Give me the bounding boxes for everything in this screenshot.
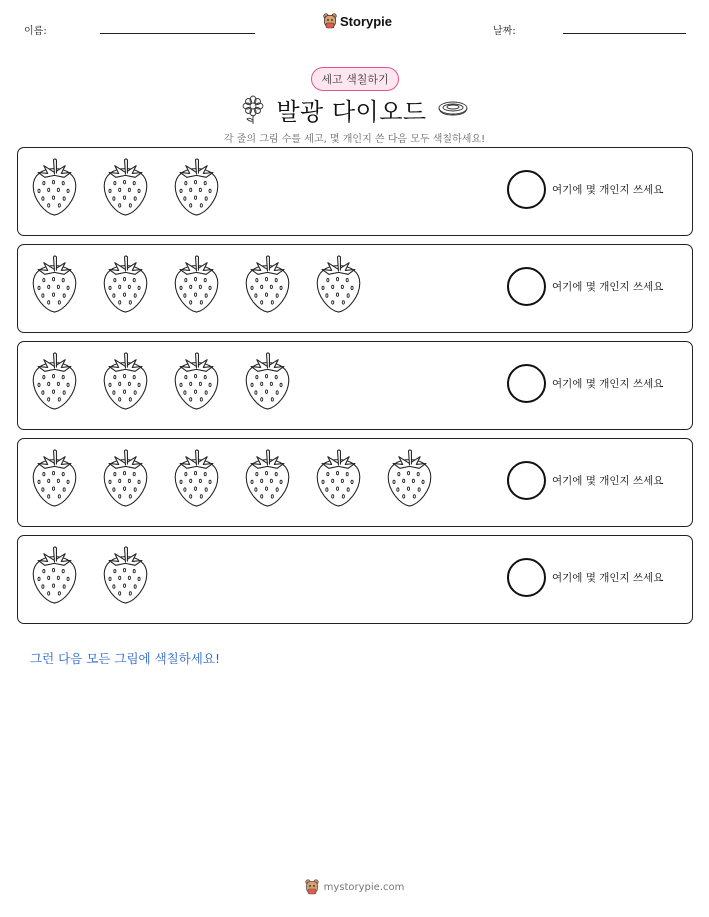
strawberry-icon <box>30 351 79 411</box>
strawberry-icon <box>243 254 292 314</box>
title-row <box>0 92 709 127</box>
fruit-group <box>30 448 434 508</box>
counting-row <box>17 438 693 527</box>
page-title: 발광 다이오드 <box>276 98 427 126</box>
answer-circle[interactable] <box>507 364 546 403</box>
led-dish-icon <box>437 99 469 121</box>
footer <box>0 879 709 895</box>
counting-row <box>17 535 693 624</box>
strawberry-icon <box>101 157 150 217</box>
strawberry-icon <box>314 448 363 508</box>
name-line <box>100 33 255 34</box>
coloring-instruction: 그런 다음 모든 그림에 색칠하세요! <box>30 651 220 666</box>
strawberry-icon <box>314 254 363 314</box>
fruit-group <box>30 157 221 217</box>
bear-mascot-icon <box>323 13 337 29</box>
storypie-logo <box>323 13 392 29</box>
bear-mascot-footer-icon <box>305 879 319 895</box>
footer-url: mystorypie.com <box>323 881 405 893</box>
counting-rows <box>17 147 693 632</box>
activity-badge: 세고 색칠하기 <box>311 67 399 91</box>
counting-row <box>17 341 693 430</box>
answer-circle[interactable] <box>507 461 546 500</box>
counting-row <box>17 147 693 236</box>
answer-label: 여기에 몇 개인지 쓰세요 <box>552 281 664 293</box>
strawberry-icon <box>243 448 292 508</box>
strawberry-icon <box>172 254 221 314</box>
counting-row <box>17 244 693 333</box>
fruit-group <box>30 254 363 314</box>
strawberry-icon <box>101 351 150 411</box>
date-line <box>563 33 686 34</box>
flower-icon <box>240 95 266 125</box>
strawberry-icon <box>101 448 150 508</box>
answer-label: 여기에 몇 개인지 쓰세요 <box>552 572 664 584</box>
worksheet-header <box>0 0 709 50</box>
fruit-group <box>30 545 150 605</box>
strawberry-icon <box>101 254 150 314</box>
strawberry-icon <box>385 448 434 508</box>
strawberry-icon <box>172 351 221 411</box>
answer-label: 여기에 몇 개인지 쓰세요 <box>552 184 664 196</box>
strawberry-icon <box>30 157 79 217</box>
instructions-subtitle: 각 줄의 그림 수를 세고, 몇 개인지 쓴 다음 모두 색칠하세요! <box>223 134 486 145</box>
answer-label: 여기에 몇 개인지 쓰세요 <box>552 475 664 487</box>
strawberry-icon <box>172 448 221 508</box>
fruit-group <box>30 351 292 411</box>
answer-circle[interactable] <box>507 170 546 209</box>
name-label: 이름: <box>24 26 47 37</box>
strawberry-icon <box>30 254 79 314</box>
strawberry-icon <box>30 545 79 605</box>
strawberry-icon <box>243 351 292 411</box>
strawberry-icon <box>172 157 221 217</box>
answer-label: 여기에 몇 개인지 쓰세요 <box>552 378 664 390</box>
answer-circle[interactable] <box>507 267 546 306</box>
strawberry-icon <box>30 448 79 508</box>
answer-circle[interactable] <box>507 558 546 597</box>
strawberry-icon <box>101 545 150 605</box>
date-label: 날짜: <box>493 26 516 37</box>
logo-text: Storypie <box>340 13 393 29</box>
